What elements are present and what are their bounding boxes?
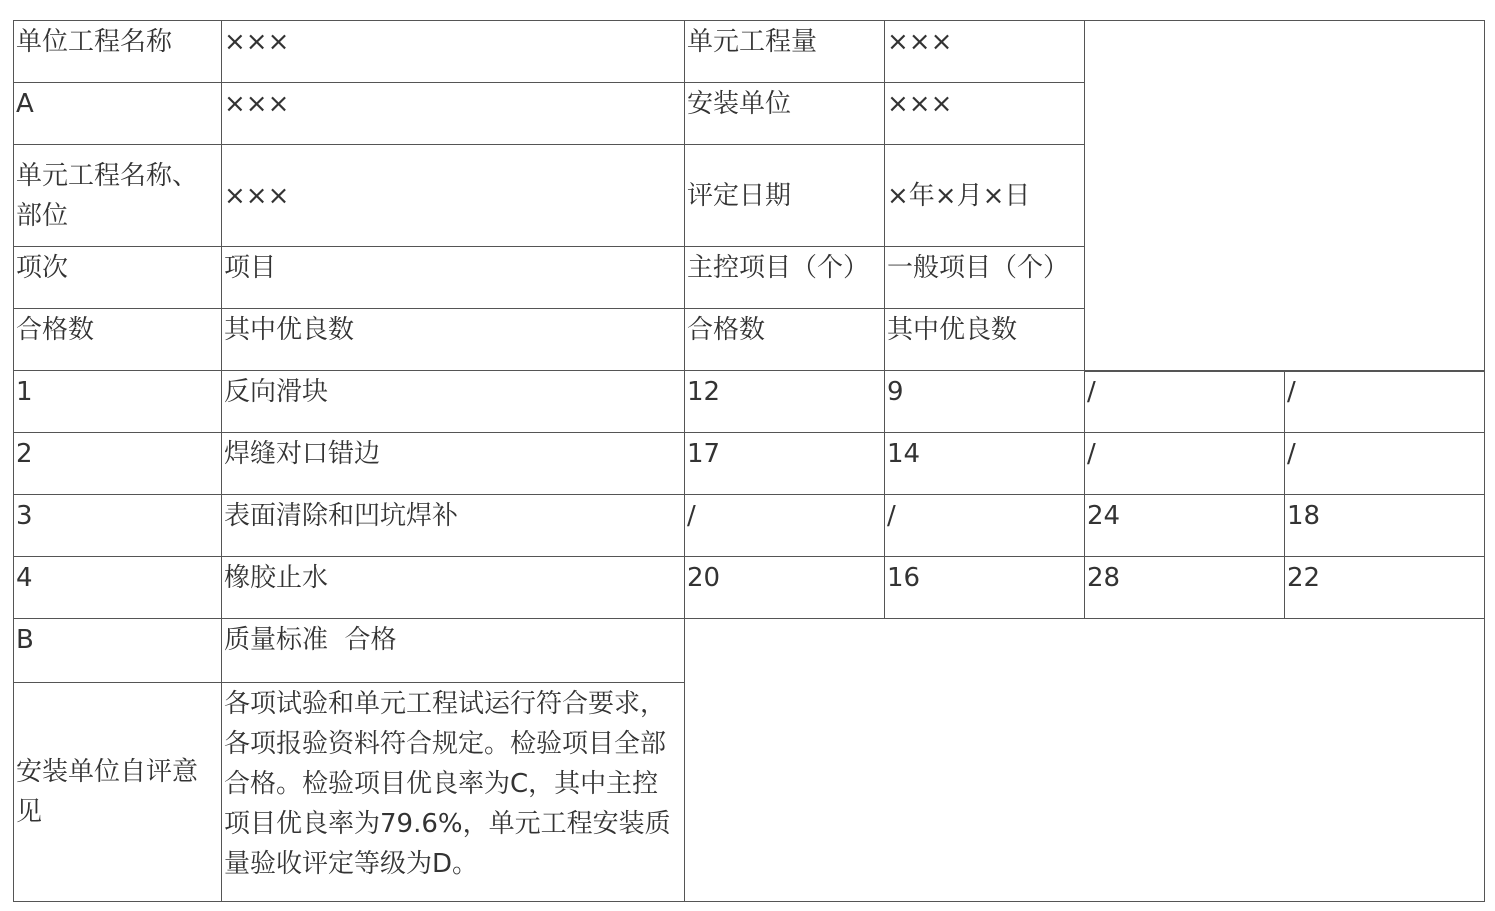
installer-value: ××× (884, 82, 1085, 145)
row-1-main-pass: 12 (684, 370, 885, 433)
unit-name-location-value-text: ××× (224, 180, 290, 211)
row-3-general-good: 18 (1284, 494, 1485, 557)
row-1-item: 反向滑块 (221, 370, 685, 433)
row-1-no: 1 (13, 370, 222, 433)
row-3-no: 3 (13, 494, 222, 557)
row-2-main-good: 14 (884, 432, 1085, 495)
col-header-pass-count-2: 合格数 (684, 308, 885, 371)
col-header-good-count-1: 其中优良数 (221, 308, 685, 371)
field-b-label: B (13, 618, 222, 683)
row-2-item: 焊缝对口错边 (221, 432, 685, 495)
row-3-main-good: / (884, 494, 1085, 557)
unit-name-location-label (13, 144, 222, 247)
self-assessment-label (13, 682, 222, 902)
row-2-no: 2 (13, 432, 222, 495)
col-header-pass-count-1: 合格数 (13, 308, 222, 371)
unit-name-location-text: 单元工程名称、部位 (16, 160, 199, 231)
assessment-date-value-text: ×年×月×日 (887, 180, 1031, 211)
unit-name-location-value (221, 144, 685, 247)
row-1-general-good: / (1284, 370, 1485, 433)
row-4-item: 橡胶止水 (221, 556, 685, 619)
unit-project-name-label: 单位工程名称 (13, 20, 222, 83)
self-assessment-opinion: 各项试验和单元工程试运行符合要求，各项报验资料符合规定。检验项目全部合格。检验项目优良率为C，其中主控项目优良率为79.6%，单元工程安装质量验收评定等级为D。 (221, 682, 685, 902)
row-3-item: 表面清除和凹坑焊补 (221, 494, 685, 557)
col-header-general-items: 一般项目（个） (884, 246, 1085, 309)
row-1-main-good: 9 (884, 370, 1085, 433)
blank-area-top-right (1084, 20, 1485, 372)
row-4-main-pass: 20 (684, 556, 885, 619)
unit-quantity-value: ××× (884, 20, 1085, 83)
row-4-general-pass: 28 (1084, 556, 1285, 619)
row-4-general-good: 22 (1284, 556, 1485, 619)
assessment-date-label (684, 144, 885, 247)
blank-area-bottom-right (684, 618, 1485, 902)
row-4-main-good: 16 (884, 556, 1085, 619)
assessment-date-value (884, 144, 1085, 247)
row-4-no: 4 (13, 556, 222, 619)
row-2-general-pass: / (1084, 432, 1285, 495)
unit-project-name-value: ××× (221, 20, 685, 83)
field-a-label: A (13, 82, 222, 145)
row-1-general-pass: / (1084, 370, 1285, 433)
col-header-item: 项目 (221, 246, 685, 309)
self-assessment-label-text: 安装单位自评意见 (16, 757, 199, 827)
assessment-date-label-text: 评定日期 (687, 180, 792, 211)
row-2-general-good: / (1284, 432, 1485, 495)
row-2-main-pass: 17 (684, 432, 885, 495)
col-header-main-items: 主控项目（个） (684, 246, 885, 309)
col-header-item-no: 项次 (13, 246, 222, 309)
installer-label: 安装单位 (684, 82, 885, 145)
col-header-good-count-2: 其中优良数 (884, 308, 1085, 371)
row-3-general-pass: 24 (1084, 494, 1285, 557)
field-a-value: ××× (221, 82, 685, 145)
quality-standard: 质量标准 合格 (221, 618, 685, 683)
unit-quantity-label: 单元工程量 (684, 20, 885, 83)
row-3-main-pass: / (684, 494, 885, 557)
